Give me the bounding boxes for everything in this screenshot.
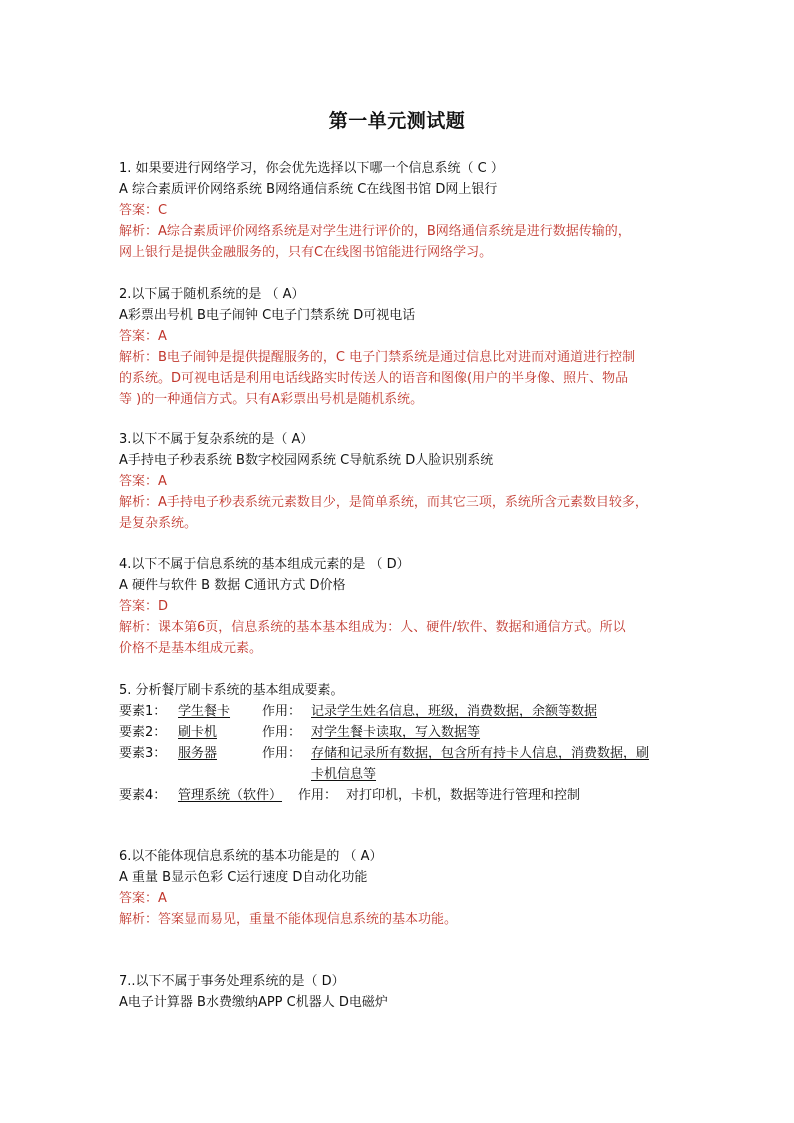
question-2-analysis-line-3: 等 )的一种通信方式。只有A彩票出号机是随机系统。 <box>119 392 424 407</box>
question-3-options: A手持电子秒表系统 B数字校园网系统 C导航系统 D人脸识别系统 <box>119 453 494 468</box>
question-2-options: A彩票出号机 B电子闹钟 C电子门禁系统 D可视电话 <box>119 308 416 323</box>
question-7-text: 7..以下不属于事务处理系统的是（ D） <box>119 974 345 989</box>
question-4-answer: 答案：D <box>119 599 169 614</box>
question-7-options: A电子计算器 B水费缴纳APP C机器人 D电磁炉 <box>119 995 388 1010</box>
element-3-label: 要素3： <box>119 746 167 761</box>
question-4-text: 4.以下不属于信息系统的基本组成元素的是 （ D） <box>119 557 410 572</box>
question-1-options: A 综合素质评价网络系统 B网络通信系统 C在线图书馆 D网上银行 <box>119 182 498 197</box>
element-2-label: 要素2： <box>119 725 167 740</box>
question-6-analysis-line-1: 解析：答案显而易见，重量不能体现信息系统的基本功能。 <box>119 912 458 927</box>
element-1-name: 学生餐卡 <box>178 704 231 719</box>
element-3-description: 存储和记录所有数据，包含所有持卡人信息，消费数据，刷 <box>311 746 650 761</box>
question-3-text: 3.以下不属于复杂系统的是（ A） <box>119 432 314 447</box>
element-3-role-label: 作用： <box>262 746 302 761</box>
element-4-role-label: 作用： <box>298 788 338 803</box>
question-4-options: A 硬件与软件 B 数据 C通讯方式 D价格 <box>119 578 346 593</box>
element-3-description-continued: 卡机信息等 <box>311 767 377 782</box>
question-4-analysis-line-2: 价格不是基本组成元素。 <box>119 641 263 656</box>
question-3-analysis-line-1: 解析：A手持电子秒表系统元素数目少，是简单系统，而其它三项，系统所含元素数目较多， <box>119 495 648 510</box>
element-4-name: 管理系统（软件） <box>178 788 283 803</box>
question-1-answer: 答案：C <box>119 203 168 218</box>
question-1-analysis-line-1: 解析：A综合素质评价网络系统是对学生进行评价的，B网络通信系统是进行数据传输的， <box>119 224 631 239</box>
element-2-name: 刷卡机 <box>178 725 218 740</box>
question-3-answer: 答案：A <box>119 474 167 489</box>
question-2-analysis-line-1: 解析：B电子闹钟是提供提醒服务的，C 电子门禁系统是通过信息比对进而对通道进行控制 <box>119 350 636 365</box>
question-6-text: 6.以不能体现信息系统的基本功能是的 （ A） <box>119 849 383 864</box>
question-3-analysis-line-2: 是复杂系统。 <box>119 516 198 531</box>
element-1-description: 记录学生姓名信息，班级，消费数据，余额等数据 <box>311 704 598 719</box>
question-4-analysis-line-1: 解析：课本第6页，信息系统的基本基本组成为：人、硬件/软件、数据和通信方式。所以 <box>119 620 626 635</box>
element-4-description: 对打印机，卡机，数据等进行管理和控制 <box>346 788 581 803</box>
element-1-role-label: 作用： <box>262 704 302 719</box>
element-4-label: 要素4： <box>119 788 167 803</box>
question-1-text: 1. 如果要进行网络学习，你会优先选择以下哪一个信息系统（ C ） <box>119 161 504 176</box>
question-2-analysis-line-2: 的系统。D可视电话是利用电话线路实时传送人的语音和图像(用户的半身像、照片、物品 <box>119 371 629 386</box>
page-title: 第一单元测试题 <box>328 110 466 132</box>
element-3-name: 服务器 <box>178 746 218 761</box>
question-5-text: 5. 分析餐厅刷卡系统的基本组成要素。 <box>119 683 344 698</box>
question-1-analysis-line-2: 网上银行是提供金融服务的，只有C在线图书馆能进行网络学习。 <box>119 245 493 260</box>
element-2-description: 对学生餐卡读取，写入数据等 <box>311 725 481 740</box>
question-6-answer: 答案：A <box>119 891 167 906</box>
element-2-role-label: 作用： <box>262 725 302 740</box>
question-6-options: A 重量 B显示色彩 C运行速度 D自动化功能 <box>119 870 368 885</box>
question-2-text: 2.以下属于随机系统的是 （ A） <box>119 287 305 302</box>
element-1-label: 要素1： <box>119 704 167 719</box>
question-2-answer: 答案：A <box>119 329 167 344</box>
